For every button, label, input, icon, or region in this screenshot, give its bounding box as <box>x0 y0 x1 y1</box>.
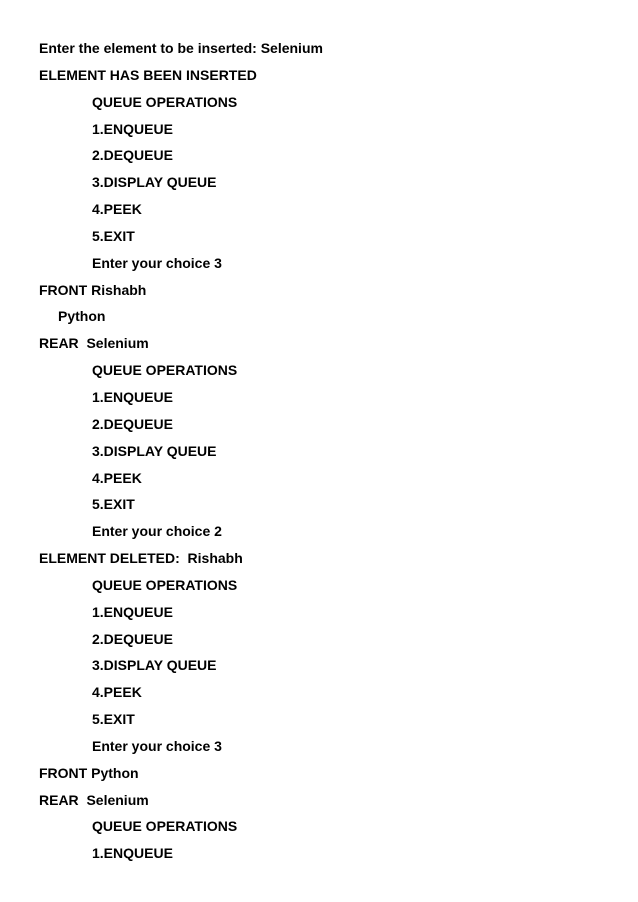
output-line: 1.ENQUEUE <box>92 603 173 620</box>
output-line: 1.ENQUEUE <box>92 120 173 137</box>
output-line: 2.DEQUEUE <box>92 415 173 432</box>
output-line: ELEMENT HAS BEEN INSERTED <box>39 66 257 83</box>
output-line: 2.DEQUEUE <box>92 147 173 164</box>
output-line: 4.PEEK <box>92 684 142 701</box>
output-line: 5.EXIT <box>92 227 135 244</box>
output-line: QUEUE OPERATIONS <box>92 93 238 110</box>
output-line: QUEUE OPERATIONS <box>92 818 238 835</box>
output-line: 3.DISPLAY QUEUE <box>92 442 217 459</box>
output-line: 3.DISPLAY QUEUE <box>92 657 217 674</box>
output-line: 5.EXIT <box>92 711 135 728</box>
output-line: QUEUE OPERATIONS <box>92 576 238 593</box>
output-line: Enter your choice 3 <box>92 254 222 271</box>
output-line: ELEMENT DELETED: Rishabh <box>39 550 243 567</box>
output-line: Enter your choice 2 <box>92 523 222 540</box>
output-line: 4.PEEK <box>92 469 142 486</box>
output-line: QUEUE OPERATIONS <box>92 362 238 379</box>
output-line: 2.DEQUEUE <box>92 630 173 647</box>
output-line: 1.ENQUEUE <box>92 388 173 405</box>
output-line: Python <box>58 308 106 325</box>
output-line: 5.EXIT <box>92 496 135 513</box>
console-output <box>0 38 638 870</box>
output-line: FRONT Python <box>39 764 139 781</box>
output-line: REAR Selenium <box>39 791 149 808</box>
output-line: FRONT Rishabh <box>39 281 147 298</box>
output-line: 4.PEEK <box>92 201 142 218</box>
output-line: Enter your choice 3 <box>92 737 222 754</box>
output-line: Enter the element to be inserted: Selenium <box>39 40 323 56</box>
output-line: 1.ENQUEUE <box>92 845 173 862</box>
output-line: REAR Selenium <box>39 335 149 352</box>
output-line: 3.DISPLAY QUEUE <box>92 174 217 191</box>
